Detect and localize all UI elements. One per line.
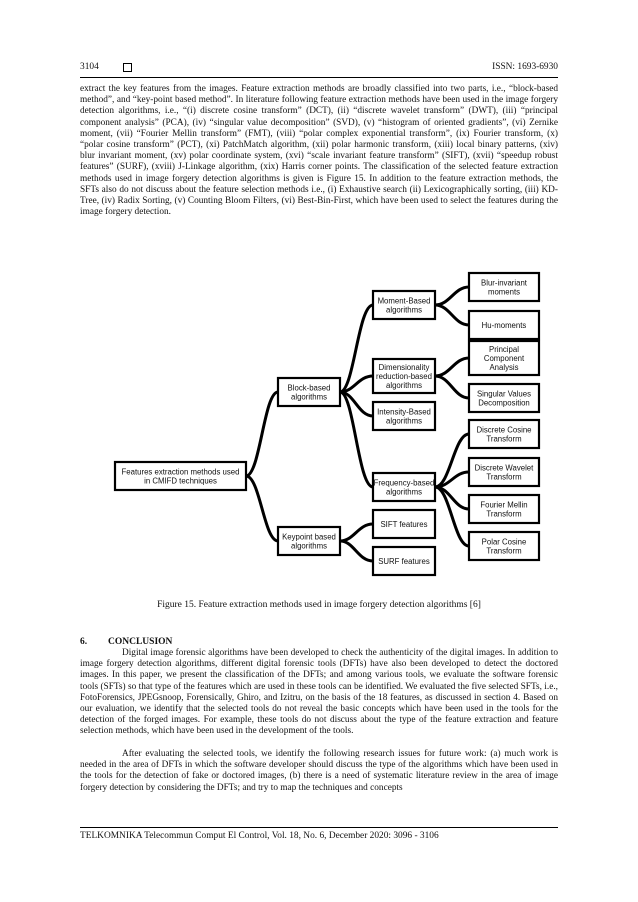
edge-moment-hu: [435, 305, 469, 325]
node-label-intensity: Intensity-Based: [377, 407, 431, 417]
node-label-pct: Transform: [486, 546, 522, 556]
node-sift: [373, 510, 435, 538]
header-square-icon: [123, 63, 132, 72]
node-dct: [469, 420, 539, 448]
node-label-blur: moments: [487, 287, 521, 297]
node-label-pca: Principal: [489, 344, 519, 354]
edge-block-moment: [340, 305, 373, 392]
section-heading: [80, 637, 172, 647]
node-blur: [469, 273, 539, 301]
edge-root-block: [246, 392, 278, 476]
node-label-fmt: Fourier Mellin: [480, 500, 528, 510]
node-label-dimred: Dimensionality: [378, 362, 430, 372]
node-pct: [469, 532, 539, 560]
node-keypoint: [278, 527, 340, 555]
node-label-pca: Analysis: [489, 362, 519, 372]
node-dimred: [373, 359, 435, 393]
node-frequency: [373, 473, 435, 501]
node-label-intensity: algorithms: [386, 416, 422, 426]
node-hu: [469, 311, 539, 339]
node-block: [278, 378, 340, 406]
node-label-hu: Hu-moments: [481, 320, 527, 330]
node-dwt: [469, 458, 539, 486]
node-intensity: [373, 402, 435, 430]
edge-dimred-svd: [435, 376, 469, 398]
node-label-dimred: reduction-based: [376, 371, 432, 381]
conclusion-paragraph-2: After evaluating the selected tools, we identify the following research issues for future work: (a) much work is needed in the area of DFTs in which the software developer should discuss the type of the algorithms which have been used in the tools for the detection of fake or doctored images, (b) there is a need of systematic literature review in the area of image forgery detection by considering the DFTs; and try to map the techniques and concepts: [80, 749, 558, 793]
node-svd: [469, 384, 539, 412]
diagram-nodes: [115, 273, 539, 575]
node-label-moment: algorithms: [386, 305, 422, 315]
page-footer: TELKOMNIKA Telecommun Comput El Control, Vol. 18, No. 6, December 2020: 3096 - 3106: [80, 831, 439, 841]
feature-extraction-diagram: [80, 265, 558, 585]
node-label-block: Block-based: [287, 383, 331, 393]
node-label-dimred: algorithms: [386, 380, 422, 390]
node-label-pct: Polar Cosine: [481, 537, 527, 547]
node-label-dct: Discrete Cosine: [476, 425, 532, 435]
edge-moment-blur: [435, 287, 469, 305]
edge-keypoint-surf: [340, 541, 373, 561]
node-label-svd: Singular Values: [476, 389, 532, 399]
section-number: 6.: [80, 637, 88, 647]
node-root: [115, 462, 246, 490]
intro-paragraph: extract the key features from the images. Feature extraction methods are broadly classified into two parts, i.e., “block-based method”, and “key-point based method”. In literature following feature extraction methods have been used in the image forgery detection algorithms, i.e., “(i) discrete cosine transform” (DCT), (ii) “discrete wavelet transform” (DWT), (iii) “principal component analysis” (PCA), (iv) “singular value decomposition” (SVD), (v) “histogram of oriented gradients”, (vi) Zernike moment, (vii) “Fourier Mellin transform” (FMT), (viii) “polar complex exponential transform”, (ix) Fourier transform, (x) “polar cosine transform” (PCT), (xi) PatchMatch algorithm, (xii) polar harmonic transform, (xiii) local binary patterns, (xiv) blur invariant moment, (xv) polar coordinate system, (xvi) “scale invariant feature transform” (SIFT), (xvii) “speedup robust features” (SURF), (xviii) J-Linkage algorithm, (xix) Harris corner points. The classification of the selected feature extraction methods used in image forgery detection algorithms is given is Figure 15. In addition to the feature extraction methods, the SFTs also do not discuss about the feature selection methods i.e., (i) Exhaustive search (ii) Lexicographically sorting, (iii) KD-Tree, (iv) Radix Sorting, (v) Counting Bloom Filters, (vi) Best-Bin-First, which have been used to select the features during the image forgery detection.: [80, 84, 558, 218]
node-label-pca: Component: [483, 353, 525, 363]
section-title: CONCLUSION: [108, 637, 173, 647]
node-label-keypoint: algorithms: [291, 541, 327, 551]
node-label-sift: SIFT features: [380, 519, 428, 529]
node-label-moment: Moment-Based: [377, 296, 431, 306]
node-label-block: algorithms: [291, 392, 327, 402]
edge-dimred-pca: [435, 358, 469, 376]
header-rule: [80, 77, 558, 78]
node-label-blur: Blur-invariant: [481, 278, 527, 288]
node-label-frequency: algorithms: [386, 487, 422, 497]
node-label-dwt: Transform: [486, 472, 522, 482]
issn: ISSN: 1693-6930: [492, 62, 558, 72]
page-header: [80, 62, 558, 76]
figure-caption: Figure 15. Feature extraction methods used in image forgery detection algorithms [6]: [157, 600, 481, 610]
node-moment: [373, 291, 435, 319]
diagram-svg: [80, 265, 558, 585]
conclusion-paragraph-1: Digital image forensic algorithms have been developed to check the authenticity of the digital images. In addition to image forgery detection algorithms, different digital forensic tools (DFTs) have also been developed to detect the doctored images. In this paper, we present the classification of the DFTs; and among various tools, we evaluate the software forensic tools (SFTs) so that type of the features which are used in these tools can be identified. We evaluated the five selected SFTs, i.e., FotoForensics, JPEGsnoop, Forensically, Ghiro, and Izitru, on the basis of the 18 features, as discussed in section 4. Based on our evaluation, we identify that the selected tools do not reveal the basic concepts which have been used in the tools for the detection of the forged images. For example, these tools do not discuss about the type of the feature extraction and feature selection methods, which have been used in the development of the tools.: [80, 648, 558, 737]
node-label-frequency: Frequency-based: [373, 478, 435, 488]
edge-keypoint-sift: [340, 524, 373, 541]
node-label-fmt: Transform: [486, 509, 522, 519]
node-label-surf: SURF features: [378, 556, 430, 566]
node-label-dct: Transform: [486, 434, 522, 444]
node-surf: [373, 547, 435, 575]
node-label-keypoint: Keypoint based: [282, 532, 336, 542]
node-pca: [469, 341, 539, 375]
page-number: 3104: [80, 62, 99, 72]
node-label-svd: Decomposition: [478, 398, 530, 408]
node-label-root: Features extraction methods used: [121, 467, 240, 477]
node-label-root: in CMIFD techniques: [144, 476, 217, 486]
node-label-dwt: Discrete Wavelet: [474, 463, 534, 473]
node-fmt: [469, 495, 539, 523]
edge-root-keypoint: [246, 476, 278, 541]
footer-rule: [80, 827, 558, 828]
